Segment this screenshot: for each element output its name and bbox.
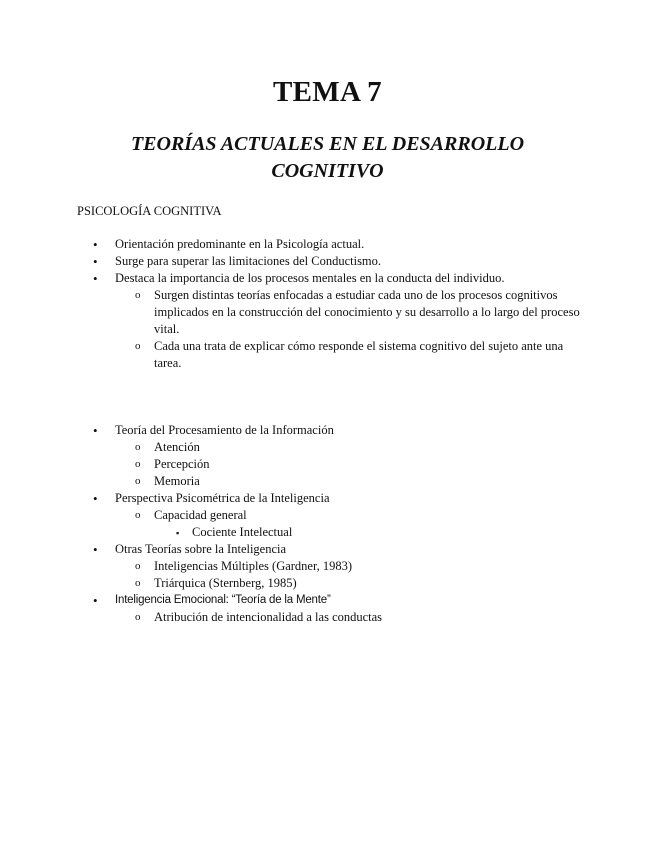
square-bullet-icon: ▪ (176, 528, 180, 538)
list-item (0, 490, 655, 507)
bullet-icon: • (93, 271, 98, 286)
sub-list-item (0, 338, 655, 372)
list-item-text: Otras Teorías sobre la Inteligencia (115, 542, 287, 556)
circle-bullet-icon: o (135, 475, 141, 487)
sub-list-item-text: Capacidad general (154, 508, 247, 522)
list-item (0, 236, 655, 253)
bullet-icon: • (93, 254, 98, 269)
sub-list-item (0, 558, 655, 575)
section-heading: PSICOLOGÍA COGNITIVA (77, 204, 222, 218)
sub-sub-list-item (0, 524, 655, 541)
page-title: TEMA 7 (273, 76, 382, 108)
sub-list-item-text: Memoria (154, 474, 200, 488)
sub-list-item-text: Atribución de intencionalidad a las conductas (154, 610, 383, 624)
bullet-icon: • (93, 593, 98, 608)
sub-list-item-text: Inteligencias Múltiples (Gardner, 1983) (154, 559, 353, 573)
sub-list-item (0, 575, 655, 592)
list-item-text: Destaca la importancia de los procesos mentales en la conducta del individuo. (115, 271, 505, 285)
sub-list-item (0, 507, 655, 524)
sub-list-item-text: Triárquica (Sternberg, 1985) (154, 576, 297, 590)
subtitle-line-2: COGNITIVO (271, 160, 384, 182)
sub-list-item (0, 609, 655, 626)
sub-list-item-text: Cada una trata de explicar cómo responde el sistema cognitivo del sujeto ante una tarea. (154, 339, 564, 370)
circle-bullet-icon: o (135, 289, 141, 301)
sub-list-item (0, 439, 655, 456)
list-item (0, 270, 655, 287)
page-subtitle (100, 131, 555, 185)
bullet-icon: • (93, 491, 98, 506)
circle-bullet-icon: o (135, 577, 141, 589)
list-item-text: Inteligencia Emocional: “Teoría de la Mente” (115, 594, 331, 606)
sub-list-item-text: Percepción (154, 457, 210, 471)
sub-list-item (0, 287, 655, 338)
theories-list (0, 422, 655, 626)
sub-list-item-text: Atención (154, 440, 200, 454)
circle-bullet-icon: o (135, 509, 141, 521)
list-item-text: Orientación predominante en la Psicología actual. (115, 237, 365, 251)
list-item (0, 422, 655, 439)
circle-bullet-icon: o (135, 560, 141, 572)
bullet-icon: • (93, 237, 98, 252)
list-item (0, 592, 655, 609)
bullet-icon: • (93, 423, 98, 438)
sub-sub-list-item-text: Cociente Intelectual (192, 525, 293, 539)
list-item-text: Perspectiva Psicométrica de la Inteligencia (115, 491, 330, 505)
circle-bullet-icon: o (135, 340, 141, 352)
list-item (0, 253, 655, 270)
sub-list-item (0, 456, 655, 473)
sub-list-item (0, 473, 655, 490)
list-item-text: Teoría del Procesamiento de la Información (115, 423, 334, 437)
bullet-icon: • (93, 542, 98, 557)
subtitle-line-1: TEORÍAS ACTUALES EN EL DESARROLLO (130, 133, 525, 155)
circle-bullet-icon: o (135, 441, 141, 453)
circle-bullet-icon: o (135, 611, 141, 623)
sub-list-item-text: Surgen distintas teorías enfocadas a estudiar cada uno de los procesos cognitivos implicados en la construcción del conocimiento y su desarrollo a lo largo del proceso vital. (154, 288, 580, 336)
circle-bullet-icon: o (135, 458, 141, 470)
list-item (0, 541, 655, 558)
intro-list (0, 236, 655, 372)
list-item-text: Surge para superar las limitaciones del Conductismo. (115, 254, 382, 268)
